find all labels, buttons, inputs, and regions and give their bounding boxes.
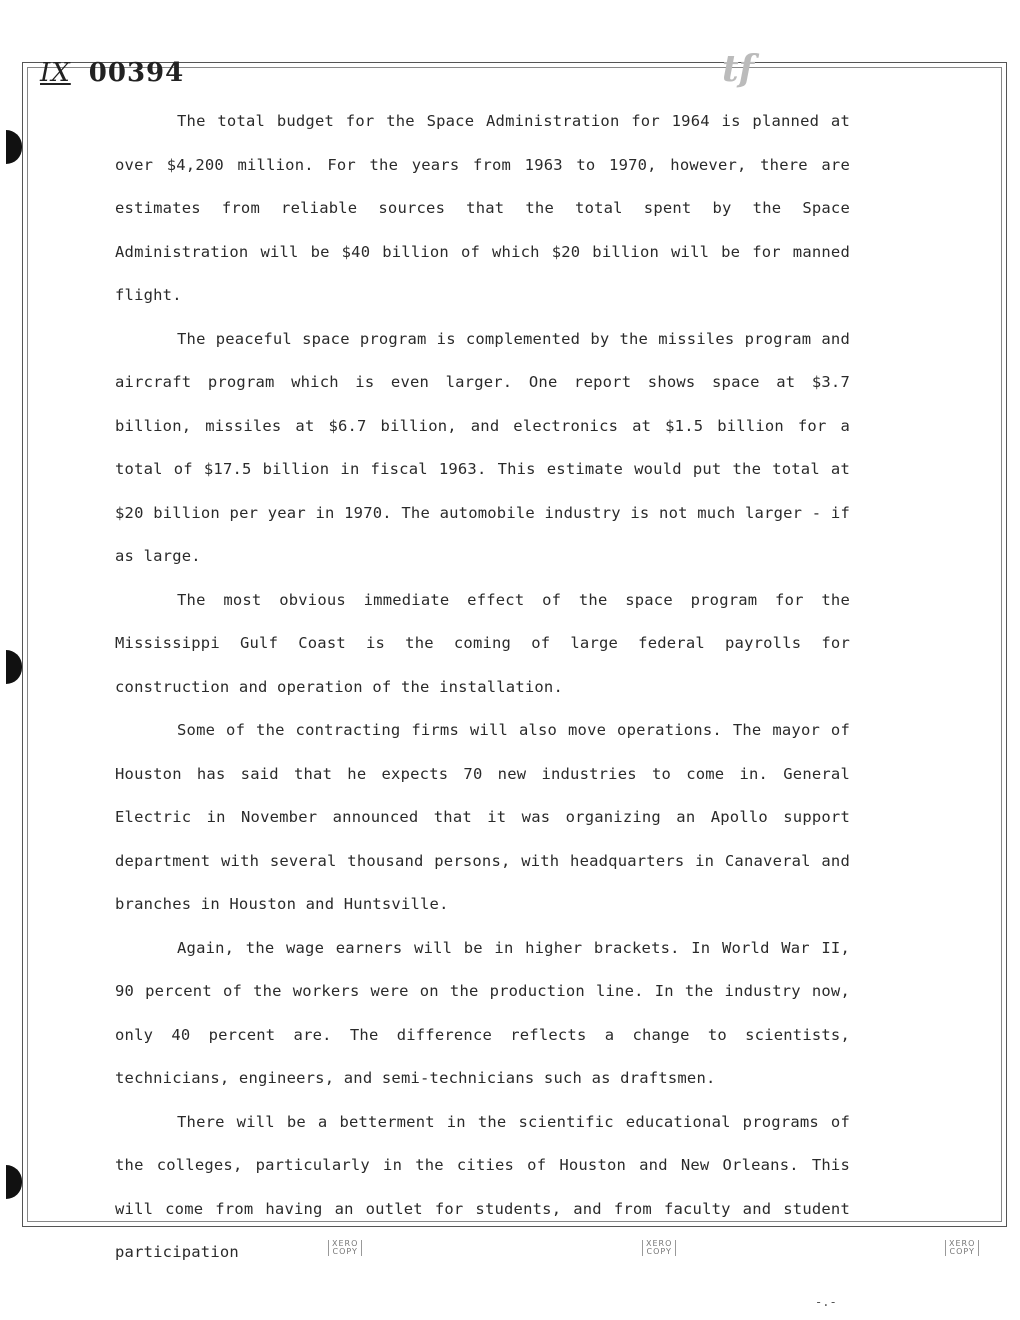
punch-hole-icon [6, 1165, 22, 1199]
paragraph: The peaceful space program is complemented by the missiles program and aircraft program which is even larger. One report shows space at $3.7 billion, missiles at $6.7 billion, and electronics at $1.5 billion for a total of $17.5 billion in fiscal 1963. This estimate would put the total at $20 billion per year in 1970. The automobile industry is not much larger - if as large. [115, 329, 850, 565]
document-header [40, 58, 184, 88]
document-body [115, 100, 850, 1275]
xerox-copy-stamp: XERO COPY [642, 1240, 676, 1256]
xerox-copy-stamp: XERO COPY [328, 1240, 362, 1256]
xerox-copy-stamp: XERO COPY [945, 1240, 979, 1256]
page-code: 00394 [88, 58, 185, 88]
handwritten-initials: tf [722, 48, 755, 90]
paragraph: The total budget for the Space Administration for 1964 is planned at over $4,200 million. For the years from 1963 to 1970, however, there are estimates from reliable sources that the total spent by the Space Administration will be $40 billion of which $20 billion will be for manned flight. [115, 112, 850, 304]
paragraph: Some of the contracting firms will also move operations. The mayor of Houston has said that he expects 70 new industries to come in. General Electric in November announced that it was organizing an Apollo support department with several thousand persons, with headquarters in Canaveral and branches in Houston and Huntsville. [115, 721, 850, 913]
punch-hole-icon [6, 130, 22, 164]
paragraph: There will be a betterment in the scientific educational programs of the colleges, particularly in the cities of Houston and New Orleans. This will come from having an outlet for students, and from faculty and student participation [115, 1112, 850, 1261]
roman-numeral-mark: IX [40, 58, 71, 88]
punch-hole-icon [6, 650, 22, 684]
stray-scan-mark-icon: -.- [815, 1295, 837, 1309]
paragraph: The most obvious immediate effect of the space program for the Mississippi Gulf Coast is the coming of large federal payrolls for construction and operation of the installation. [115, 590, 850, 696]
paragraph: Again, the wage earners will be in higher brackets. In World War II, 90 percent of the workers were on the production line. In the industry now, only 40 percent are. The difference reflects a change to scientists, technicians, engineers, and semi-technicians such as draftsmen. [115, 938, 850, 1087]
